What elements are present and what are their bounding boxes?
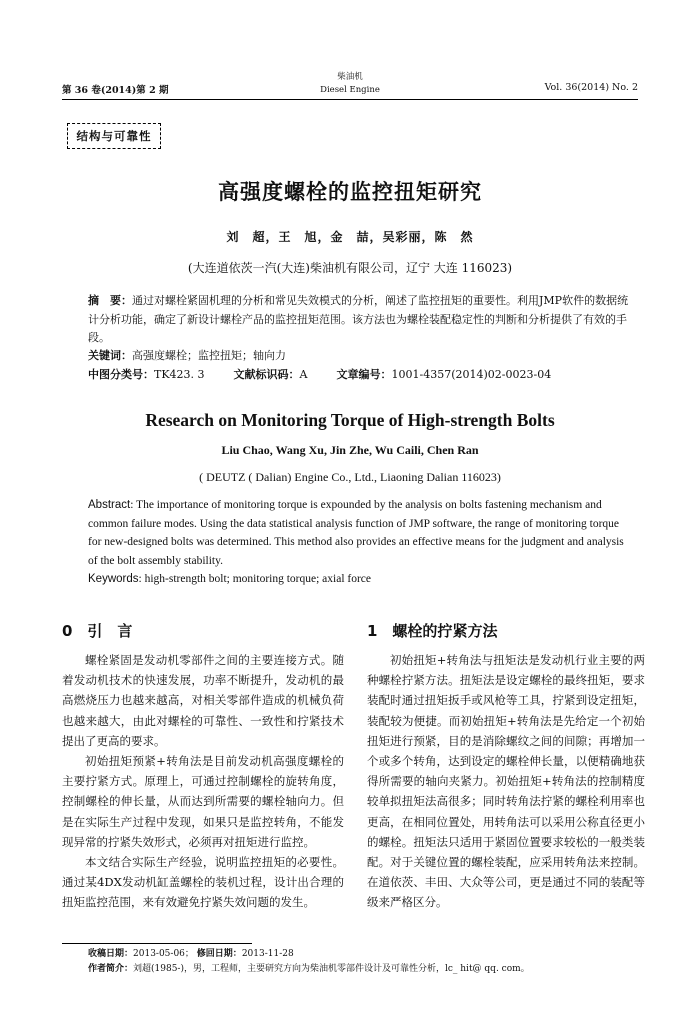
abstract-cn-label: 摘 要： [88, 294, 132, 307]
journal-name-en: Diesel Engine [320, 85, 380, 95]
footnote-author [88, 962, 648, 976]
section-0-paragraph: 本文结合实际生产经验，说明监控扭矩的必要性。通过某4DX发动机缸盖螺栓的装机过程，设计出合理的扭矩监控范围，来有效避免拧紧失效问题的发生。 [62, 855, 344, 910]
author-bio: 刘超(1985-)，男，工程师，主要研究方向为柴油机零部件设计及可靠性分析，lc_ hit@ qq. com。 [133, 964, 530, 974]
authors-en: Liu Chao, Wang Xu, Jin Zhe, Wu Caili, Chen Ran [221, 443, 479, 457]
abstract-en-label: Abstract [88, 499, 131, 511]
keywords-cn-label: 关键词： [88, 349, 132, 362]
revised-date: 2013-11-28 [241, 949, 294, 959]
affiliation-cn: (大连道依茨一汽(大连)柴油机有限公司，辽宁 大连 116023) [187, 261, 513, 275]
received-label: 收稿日期： [88, 949, 134, 959]
keywords-cn-text: 高强度螺栓；监控扭矩；轴向力 [132, 349, 286, 362]
journal-name-cn: 柴油机 [337, 72, 363, 82]
keywords-cn [88, 347, 633, 366]
abstract-cn-text: 通过对螺栓紧固机理的分析和常见失效模式的分析，阐述了监控扭矩的重要性。利用JMP软件的数据统计分析功能，确定了新设计螺栓产品的监控扭矩范围。该方法也为螺栓装配稳定性的判断和分析提供了有效的手段。 [88, 294, 629, 344]
journal-volume-issue-en: Vol. 36(2014) No. 2 [544, 82, 638, 93]
article-no-value: 1001-4357(2014)02-0023-04 [391, 368, 552, 381]
section-1-heading: 1 螺栓的拧紧方法 [367, 622, 498, 640]
section-0-paragraph: 初始扭矩预紧+转角法是目前发动机高强度螺栓的主要拧紧方式。原理上，可通过控制螺栓的旋转角度，控制螺栓的伸长量，从而达到所需要的螺栓轴向力。但是在实际生产过程中发现，如果只是监控转角，不能发现异常的拧紧失效形式，必须再对扭矩进行监控。 [62, 754, 344, 849]
doc-code-label: 文献标识码： [233, 368, 300, 381]
clc-value: TK423. 3 [154, 368, 205, 381]
article-no-label: 文章编号： [336, 368, 392, 381]
clc-label: 中图分类号： [88, 368, 154, 381]
classification-line [88, 366, 633, 385]
abstract-cn [88, 292, 633, 348]
journal-volume-issue: 第 36 卷(2014)第 2 期 [62, 85, 169, 96]
affiliation-en: ( DEUTZ ( Dalian) Engine Co., Ltd., Liaoning Dalian 116023) [199, 470, 501, 484]
section-1-paragraph: 初始扭矩+转角法与扭矩法是发动机行业主要的两种螺栓拧紧方法。扭矩法是设定螺栓的最终扭矩，要求装配时通过扭矩扳手或风枪等工具，拧紧到设定扭矩，装配较为便捷。而初始扭矩+转角法是先给定一个初始扭矩进行预紧，目的是消除螺纹之间的间隙；再增加一个或多个转角，达到设定的螺栓伸长量，以便精确地获得所需要的轴向夹紧力。初始扭矩+转角法的控制精度较单拟扭矩法高很多；同时转角法拧紧的螺栓利用率也更高，在相同位置处，用转角法可以采用公称直径更小的螺栓。扭矩法只适用于紧固位置要求较松的一般类装配。对于关键位置的螺栓装配，应采用转角法来控制。在道依茨、丰田、大众等公司，更是通过不同的装配等级来严格区分。 [367, 653, 645, 910]
section-category-label: 结构与可靠性 [67, 123, 161, 149]
abstract-en [88, 496, 633, 570]
keywords-en-text: : high-strength bolt; monitoring torque; axial force [138, 573, 372, 585]
section-0-body [62, 650, 344, 913]
paper-title-cn: 高强度螺栓的监控扭矩研究 [218, 180, 482, 204]
authors-cn: 刘 超，王 旭，金 喆，吴彩丽，陈 然 [226, 230, 474, 244]
keywords-en-label: Keywords [88, 573, 139, 585]
section-0-paragraph: 螺栓紧固是发动机零部件之间的主要连接方式。随着发动机技术的快速发展，功率不断提升，发动机的最高燃烧压力也越来越高，对相关零部件造成的机械负荷也越来越大，由此对螺栓的可靠性、一致性和拧紧技术提出了更高的要求。 [62, 653, 344, 748]
footnote-dates [88, 947, 648, 961]
header-divider [62, 99, 638, 100]
revised-label: 修回日期： [196, 949, 242, 959]
section-0-heading: 0 引 言 [62, 622, 133, 640]
doc-code-value: A [299, 368, 308, 381]
section-1-body [367, 650, 645, 913]
author-bio-label: 作者简介： [88, 964, 134, 974]
keywords-en [88, 570, 633, 589]
footnote-divider [62, 943, 252, 944]
received-date: 2013-05-06； [133, 949, 194, 959]
abstract-en-text: : The importance of monitoring torque is expounded by the analysis on bolts fastening mechanism and common failure modes. Using the data statistical analysis function of JMP software, the range of monitoring torque for new-designed bolts was determined. This method also provides an effective means for the judgment and analysis of the bolt assembly stability. [88, 499, 624, 567]
paper-title-en: Research on Monitoring Torque of High-strength Bolts [145, 410, 555, 430]
